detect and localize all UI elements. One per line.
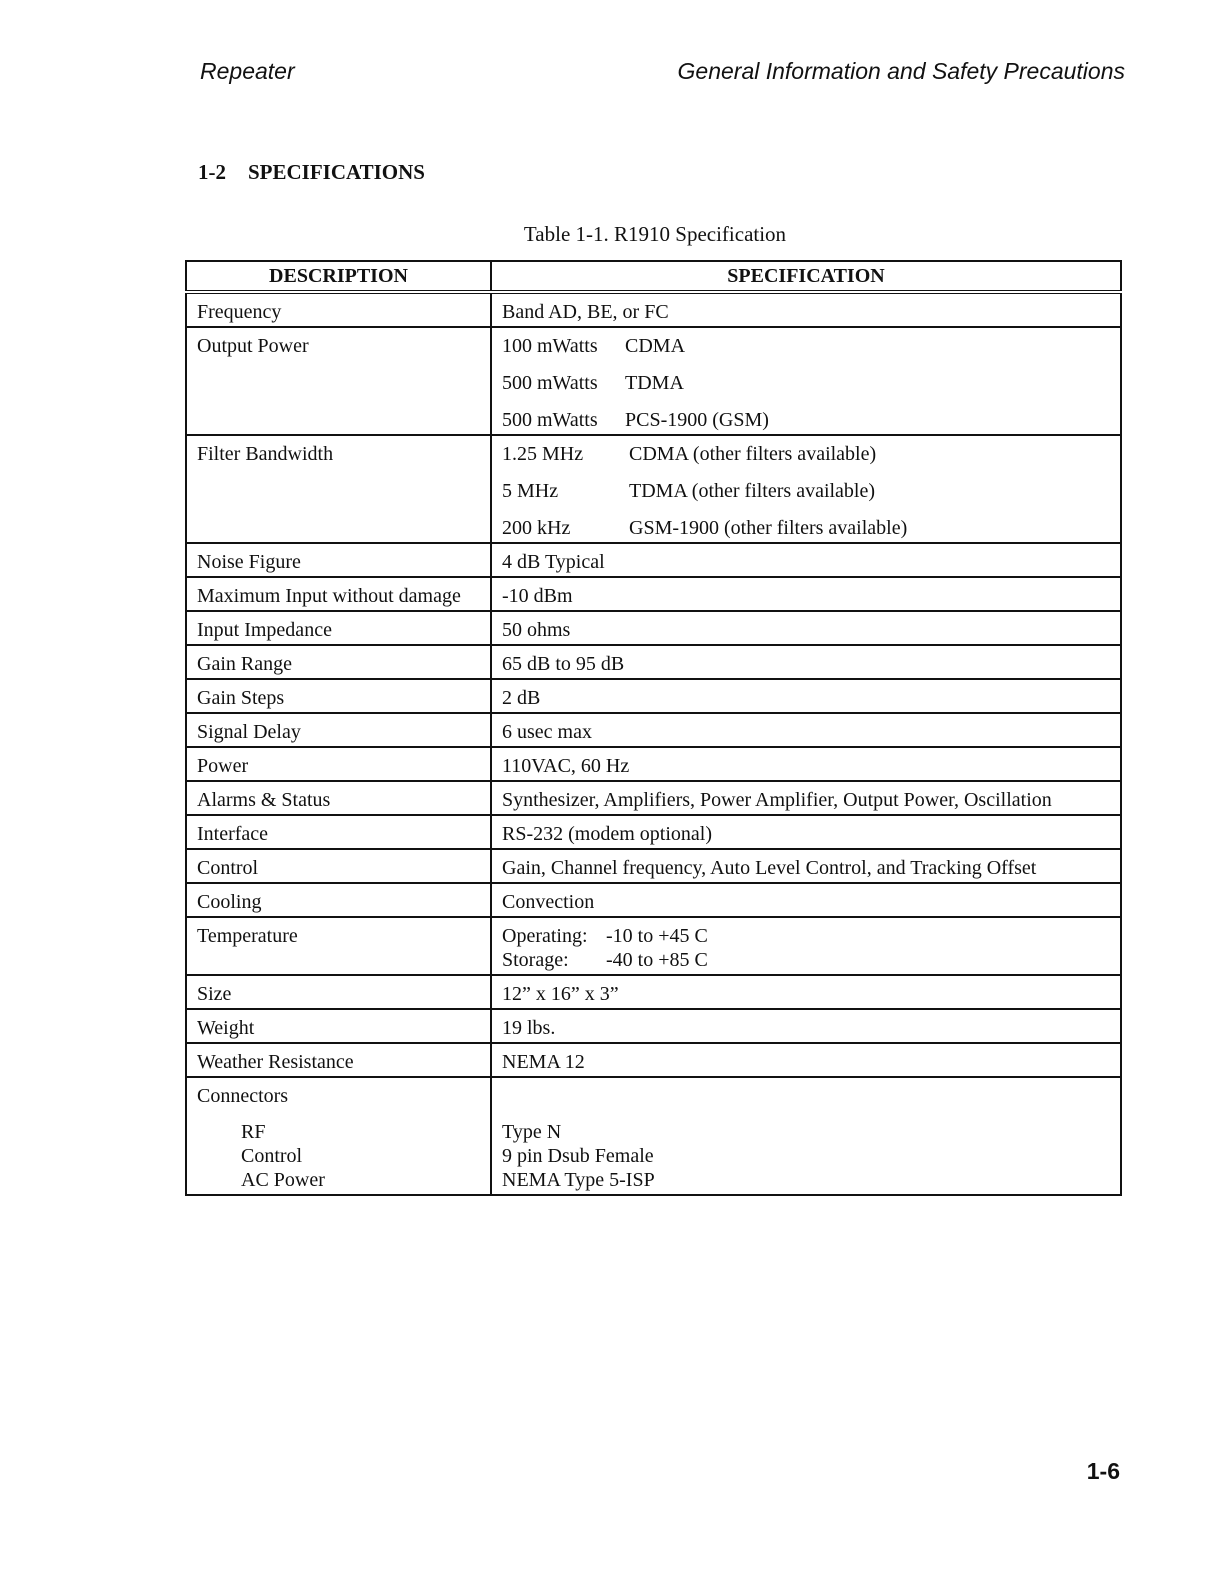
- spec-value: 1.25 MHz: [502, 443, 584, 465]
- table-row: [186, 645, 1121, 679]
- row-specification: 19 lbs.: [491, 1009, 1121, 1043]
- row-description: Temperature: [186, 917, 491, 975]
- table-header-row: [186, 261, 1121, 292]
- table-row: [186, 815, 1121, 849]
- column-header-description: DESCRIPTION: [186, 261, 491, 292]
- connector-label: RF: [241, 1121, 266, 1143]
- table-row: [186, 713, 1121, 747]
- spec-value: 500 mWatts: [502, 372, 598, 394]
- row-description: Interface: [186, 815, 491, 849]
- row-specification: Synthesizer, Amplifiers, Power Amplifier, Output Power, Oscillation: [491, 781, 1121, 815]
- section-title: SPECIFICATIONS: [248, 160, 425, 184]
- table-row: [186, 747, 1121, 781]
- table-row: [186, 1043, 1121, 1077]
- table-row: [186, 883, 1121, 917]
- spec-value: -40 to +85 C: [606, 949, 708, 971]
- page-number: 1-6: [1086, 1458, 1120, 1484]
- section-number: 1-2: [198, 160, 226, 184]
- row-description: Alarms & Status: [186, 781, 491, 815]
- spec-label: Storage:: [502, 949, 569, 971]
- running-header-right: General Information and Safety Precautions: [677, 58, 1125, 84]
- spec-value: 5 MHz: [502, 480, 559, 502]
- row-specification: [491, 1077, 1121, 1195]
- row-specification: [491, 327, 1121, 435]
- row-description: [186, 1077, 491, 1195]
- row-description: Signal Delay: [186, 713, 491, 747]
- row-description: Cooling: [186, 883, 491, 917]
- spec-value: -10 to +45 C: [606, 925, 708, 947]
- connectors-heading: Connectors: [197, 1085, 289, 1107]
- row-specification: 4 dB Typical: [491, 543, 1121, 577]
- spec-label: Operating:: [502, 925, 588, 947]
- row-specification: 50 ohms: [491, 611, 1121, 645]
- row-description: Gain Range: [186, 645, 491, 679]
- spec-value: 500 mWatts: [502, 409, 598, 431]
- row-description: Frequency: [186, 292, 491, 327]
- connector-label: Control: [241, 1145, 303, 1167]
- row-specification: -10 dBm: [491, 577, 1121, 611]
- table-row: [186, 327, 1121, 435]
- table-row: [186, 577, 1121, 611]
- table-row: [186, 1009, 1121, 1043]
- row-specification: NEMA 12: [491, 1043, 1121, 1077]
- table-row: [186, 975, 1121, 1009]
- spec-value: 200 kHz: [502, 517, 571, 539]
- table-row: [186, 1077, 1121, 1195]
- spec-mode: CDMA: [625, 335, 686, 357]
- row-specification: 110VAC, 60 Hz: [491, 747, 1121, 781]
- table-row: [186, 292, 1121, 327]
- connector-label: AC Power: [241, 1169, 325, 1191]
- table-row: [186, 781, 1121, 815]
- row-description: Input Impedance: [186, 611, 491, 645]
- spec-value: 100 mWatts: [502, 335, 598, 357]
- row-specification: 65 dB to 95 dB: [491, 645, 1121, 679]
- connector-value: 9 pin Dsub Female: [502, 1145, 654, 1167]
- row-description: Gain Steps: [186, 679, 491, 713]
- row-description: Output Power: [186, 327, 491, 435]
- connector-value: NEMA Type 5-ISP: [502, 1169, 655, 1191]
- row-specification: Band AD, BE, or FC: [491, 292, 1121, 327]
- row-specification: [491, 917, 1121, 975]
- table-row: [186, 435, 1121, 543]
- row-description: Power: [186, 747, 491, 781]
- spec-mode: CDMA (other filters available): [629, 443, 877, 465]
- table-row: [186, 611, 1121, 645]
- row-description: Maximum Input without damage: [186, 577, 491, 611]
- connector-value: Type N: [502, 1121, 562, 1143]
- row-specification: Convection: [491, 883, 1121, 917]
- row-specification: 6 usec max: [491, 713, 1121, 747]
- table-caption: Table 1-1. R1910 Specification: [523, 222, 787, 246]
- section-heading: [198, 160, 425, 185]
- row-specification: Gain, Channel frequency, Auto Level Control, and Tracking Offset: [491, 849, 1121, 883]
- column-header-specification: SPECIFICATION: [491, 261, 1121, 292]
- spec-mode: GSM-1900 (other filters available): [629, 517, 908, 539]
- row-description: Noise Figure: [186, 543, 491, 577]
- table-row: [186, 849, 1121, 883]
- row-description: Control: [186, 849, 491, 883]
- specification-table: [185, 260, 1122, 1196]
- spec-mode: PCS-1900 (GSM): [625, 409, 769, 431]
- row-description: Filter Bandwidth: [186, 435, 491, 543]
- row-description: Weight: [186, 1009, 491, 1043]
- row-description: Size: [186, 975, 491, 1009]
- spec-mode: TDMA (other filters available): [629, 480, 876, 502]
- row-specification: [491, 435, 1121, 543]
- table-row: [186, 543, 1121, 577]
- table-row: [186, 679, 1121, 713]
- row-description: Weather Resistance: [186, 1043, 491, 1077]
- row-specification: 12” x 16” x 3”: [491, 975, 1121, 1009]
- table-row: [186, 917, 1121, 975]
- running-header-left: Repeater: [200, 58, 295, 84]
- row-specification: RS-232 (modem optional): [491, 815, 1121, 849]
- spec-mode: TDMA: [625, 372, 684, 394]
- row-specification: 2 dB: [491, 679, 1121, 713]
